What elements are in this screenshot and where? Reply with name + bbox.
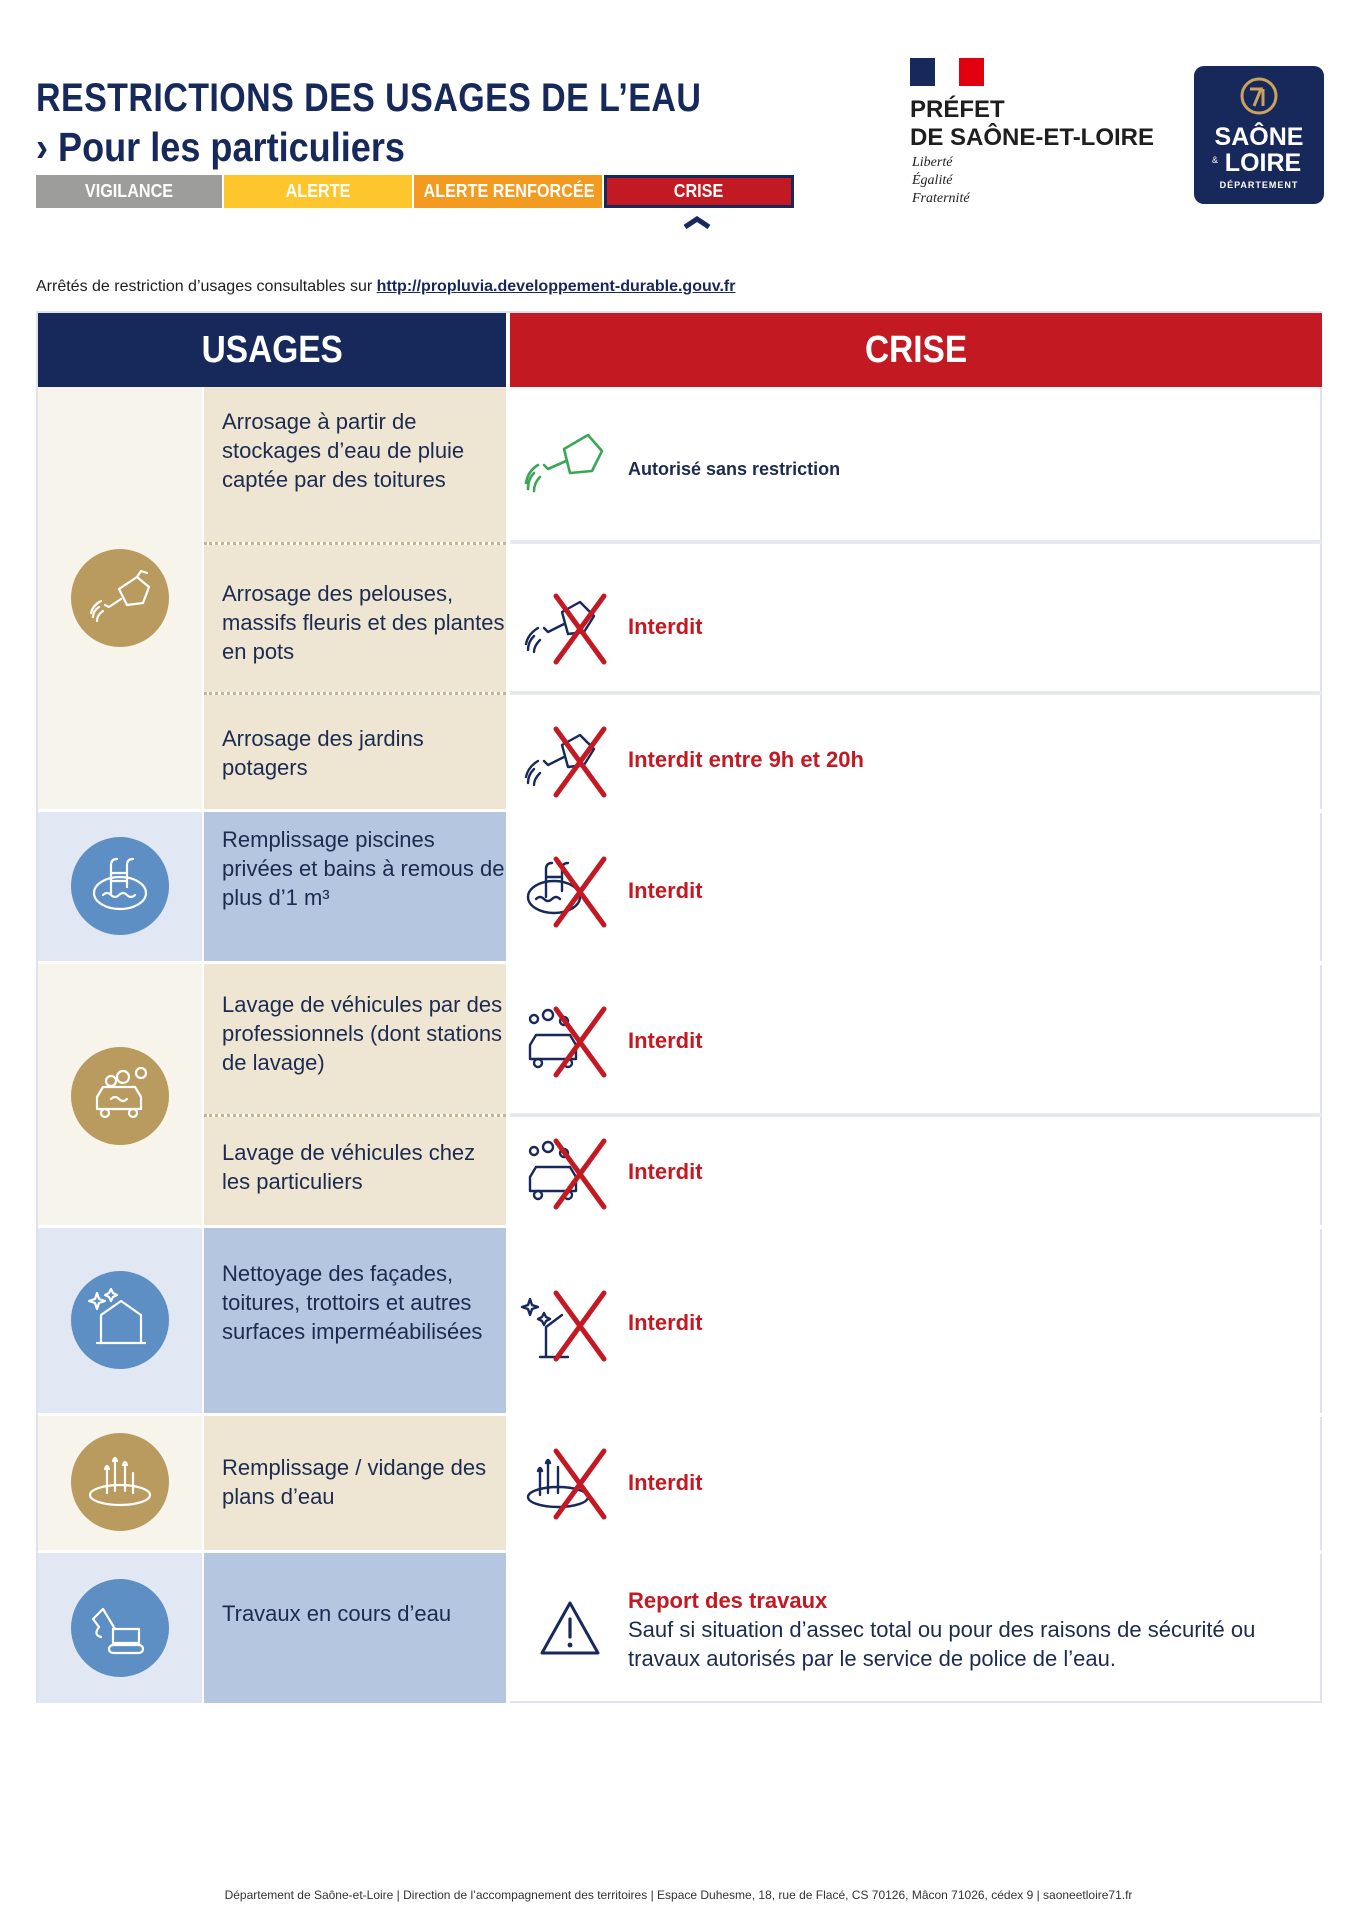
pool-icon: [71, 837, 169, 935]
usage-pool-filling: Remplissage piscines privées et bains à remous de plus d’1 m³: [222, 827, 505, 910]
footer: Département de Saône-et-Loire | Direction de l’accompagnement des territoires | Espace Duhesme, 18, rue de Flacé, CS 70126, Mâcon 71026, cédex 9 | saoneetloire71.fr: [224, 1888, 1133, 1902]
departement-logo: SAÔNE & LOIRE DÉPARTEMENT: [1194, 66, 1324, 204]
watering-can-forbidden-icon: [518, 590, 614, 666]
pool-forbidden-icon: [518, 853, 614, 929]
usages-header: USAGES: [38, 313, 506, 387]
level-vigilance: VIGILANCE: [36, 175, 222, 208]
alert-level-bar: [36, 175, 794, 208]
watering-can-icon: [518, 429, 624, 495]
source-note: Arrêtés de restriction d’usages consultables sur http://propluvia.developpement-durable.gouv.fr: [36, 278, 736, 295]
crise-header: CRISE: [510, 313, 1322, 387]
status-interdit-private-wash: Interdit: [628, 1159, 703, 1184]
dept-line1: SAÔNE: [1214, 123, 1304, 151]
usage-lawn-watering: Arrosage des pelouses, massifs fleuris et des plantes en pots: [222, 581, 505, 664]
page-subtitle: › Pour les particuliers: [36, 124, 405, 170]
french-flag-icon: [910, 58, 984, 86]
car-wash-icon: [71, 1047, 169, 1145]
car-wash-forbidden-icon: [518, 1003, 614, 1079]
watering-can-icon: [71, 549, 169, 647]
car-wash-forbidden-icon: [518, 1135, 614, 1211]
restrictions-table: [36, 311, 1322, 1703]
republic-motto: Liberté Égalité Fraternité: [912, 155, 970, 206]
facade-group-circle: [71, 1271, 169, 1369]
status-interdit-pro-wash: Interdit: [628, 1028, 703, 1053]
usage-pro-car-wash: Lavage de véhicules par des professionnels (dont stations de lavage): [222, 992, 503, 1075]
prefet-line1: PRÉFET: [910, 96, 1005, 123]
active-level-caret-icon: [682, 215, 712, 229]
facade-cleaning-icon: [71, 1271, 169, 1369]
usage-rainwater-watering: Arrosage à partir de stockages d’eau de pluie captée par des toitures: [222, 409, 465, 492]
pond-group-circle: [71, 1433, 169, 1531]
excavator-icon: [71, 1579, 169, 1677]
usage-private-car-wash: Lavage de véhicules chez les particuliers: [222, 1140, 476, 1194]
usage-pond-filling: Remplissage / vidange des plans d’eau: [222, 1455, 487, 1509]
status-report-travaux: Report des travaux: [628, 1588, 828, 1613]
carwash-group-circle: [71, 1047, 169, 1145]
watering-group-circle: [71, 549, 169, 647]
works-group-circle: [71, 1579, 169, 1677]
status-interdit-plans-eau: Interdit: [628, 1470, 703, 1495]
level-crise-active: CRISE: [604, 175, 794, 208]
status-interdit-9h-20h: Interdit entre 9h et 20h: [628, 747, 864, 772]
status-interdit-piscines: Interdit: [628, 878, 703, 903]
usage-facade-cleaning: Nettoyage des façades, toitures, trottoirs et autres surfaces imperméabilisées: [222, 1261, 483, 1344]
status-autorise: Autorisé sans restriction: [628, 459, 841, 479]
propluvia-link[interactable]: http://propluvia.developpement-durable.gouv.fr: [376, 278, 736, 295]
usage-vegetable-garden-watering: Arrosage des jardins potagers: [222, 726, 424, 780]
watering-can-forbidden-icon: [518, 723, 614, 799]
page-title: RESTRICTIONS DES USAGES DE L’EAU: [36, 76, 702, 120]
level-alerte: ALERTE: [224, 175, 412, 208]
facade-cleaning-forbidden-icon: [518, 1287, 614, 1363]
pond-icon: [71, 1433, 169, 1531]
pool-group-circle: [71, 837, 169, 935]
status-interdit-facades: Interdit: [628, 1310, 703, 1335]
status-report-detail: Sauf si situation d’assec total ou pour des raisons de sécurité ou travaux autorisés par le service de police de l’eau.: [628, 1617, 1256, 1671]
level-alerte-renforcee: ALERTE RENFORCÉE: [414, 175, 602, 208]
pond-forbidden-icon: [518, 1445, 614, 1521]
prefet-logo: [910, 58, 1175, 208]
usage-river-works: Travaux en cours d’eau: [222, 1601, 452, 1626]
warning-icon: [538, 1599, 602, 1657]
dept-line2: LOIRE: [1224, 149, 1302, 177]
prefet-line2: DE SAÔNE-ET-LOIRE: [910, 124, 1155, 151]
status-interdit-pelouses: Interdit: [628, 614, 703, 639]
department-71-emblem-icon: [1239, 76, 1279, 116]
dept-line3: DÉPARTEMENT: [1219, 180, 1299, 190]
